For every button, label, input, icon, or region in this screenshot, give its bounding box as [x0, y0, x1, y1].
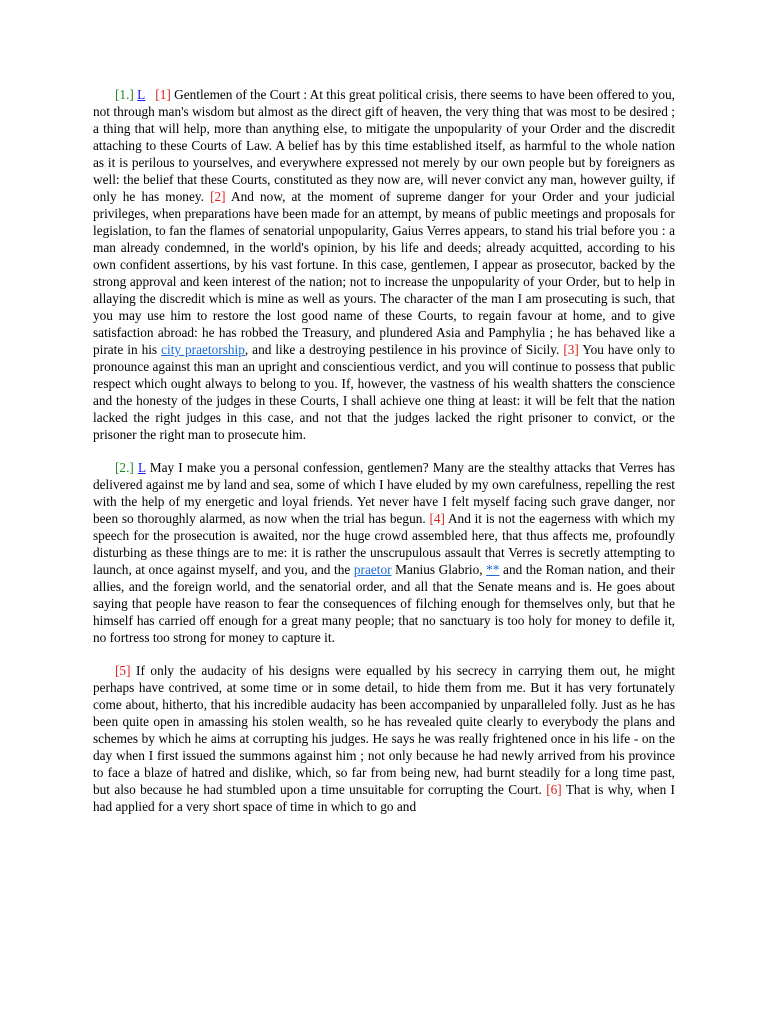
note-ref-2[interactable]: [2] [210, 189, 226, 204]
paragraph-2 [93, 459, 675, 646]
document-page [93, 86, 675, 815]
paragraph-3 [93, 662, 675, 815]
loeb-link[interactable]: L [137, 87, 146, 102]
section-number: [2.] [115, 460, 134, 475]
paragraph-text: May I make you a personal confession, gentlemen? Many are the stealthy attacks that Verres has delivered against me by land and sea, some of which I have eluded by my own carefulness, repelling the rest with the help of my energetic and loyal friends. Yet never have I felt myself facing such grave danger, nor been so thoroughly alarmed, as now when the trial has begun. [93, 460, 675, 526]
paragraph-1 [93, 86, 675, 443]
paragraph-text: and the Roman nation, and their allies, and the foreign world, and the senatorial order, and all that the Senate means and is. He goes about saying that people have reason to fear the consequences of filching enough for themselves only, but that he himself has carried off enough for a great many people; that no sanctuary is too holy for money to defile it, no fortress too strong for money to capture it. [93, 562, 675, 645]
paragraph-text: , and like a destroying pestilence in his province of Sicily. [244, 342, 564, 357]
section-number: [1.] [115, 87, 134, 102]
note-ref-3[interactable]: [3] [563, 342, 579, 357]
paragraph-text: Manius Glabrio, [391, 562, 487, 577]
paragraph-text: That is why, when I had applied for a very short space of time in which to go and [93, 782, 675, 814]
praetor-link[interactable]: praetor [353, 562, 392, 577]
note-ref-5[interactable]: [5] [115, 663, 131, 678]
note-ref-4[interactable]: [4] [429, 511, 445, 526]
paragraph-text: You have only to pronounce against this man an upright and conscientious verdict, and you will continue to possess that public respect which ought always to belong to you. If, however, the vastness of his wealth shatters the conscience and the honesty of the judges in these Courts, I shall achieve one thing at least: it will be felt that the nation lacked the right judges in this case, and not that the judges lacked the right prisoner to convict, or the prisoner the right man to prosecute him. [93, 342, 675, 442]
note-ref-6[interactable]: [6] [546, 782, 562, 797]
loeb-link[interactable]: L [137, 460, 146, 475]
note-ref-1[interactable]: [1] [155, 87, 171, 102]
paragraph-text: And now, at the moment of supreme danger for your Order and your judicial privileges, when preparations have been made for an attempt, by means of public meetings and proposals for legislation, to fan the flames of senatorial unpopularity, Gaius Verres appears, to stand his trial before you : a man already condemned, in the world's opinion, by his life and deeds; already acquitted, according to his own confident assertions, by his vast fortune. In this case, gentlemen, I appear as prosecutor, backed by the strong approval and keen interest of the nation; not to increase the unpopularity of your Order, but to help in allaying the discredit which is mine as well as yours. The character of the man I am prosecuting is such, that you may use him to restore the lost good name of these Courts, to regain favour at home, and to give satisfaction abroad: he has robbed the Treasury, and plundered Asia and Pamphylia ; he has behaved like a pirate in his [93, 189, 675, 357]
city-praetorship-link[interactable]: city praetorship [161, 342, 245, 357]
footnote-star-link[interactable]: ** [486, 562, 500, 577]
paragraph-text: If only the audacity of his designs were equalled by his secrecy in carrying them out, he might perhaps have contrived, at some time or in some detail, to hide them from me. But it has very fortunately come about, hitherto, that his incredible audacity has been accompanied by unparalleled folly. Just as he has been quite open in amassing his stolen wealth, so he has revealed quite clearly to everybody the plans and schemes by which he aims at corrupting his judges. He says he was really frightened once in his life - on the day when I first issued the summons against him ; not only because he had newly arrived from his province to face a blaze of hatred and dislike, which, so far from being new, had burnt steadily for a long time past, but also because he had stumbled upon a time unsuitable for corrupting the Court. [93, 663, 675, 797]
paragraph-text: Gentlemen of the Court : At this great political crisis, there seems to have been offered to you, not through man's wisdom but almost as the direct gift of heaven, the very thing that was most to be desired ; a thing that will help, more than anything else, to mitigate the unpopularity of your Order and the discredit attaching to these Courts of Law. A belief has by this time established itself, as harmful to the whole nation as it is perilous to yourselves, and everywhere expressed not merely by our own people but by foreigners as well: the belief that these Courts, constituted as they now are, will never convict any man, however guilty, if only he has money. [93, 87, 675, 204]
paragraph-text: And it is not the eagerness with which my speech for the prosecution is awaited, nor the huge crowd assembled here, that thus affects me, profoundly disturbing as these things are to me: it is rather the unscrupulous assault that Verres is secretly attempting to launch, at once against myself, and you, and the [93, 511, 675, 577]
